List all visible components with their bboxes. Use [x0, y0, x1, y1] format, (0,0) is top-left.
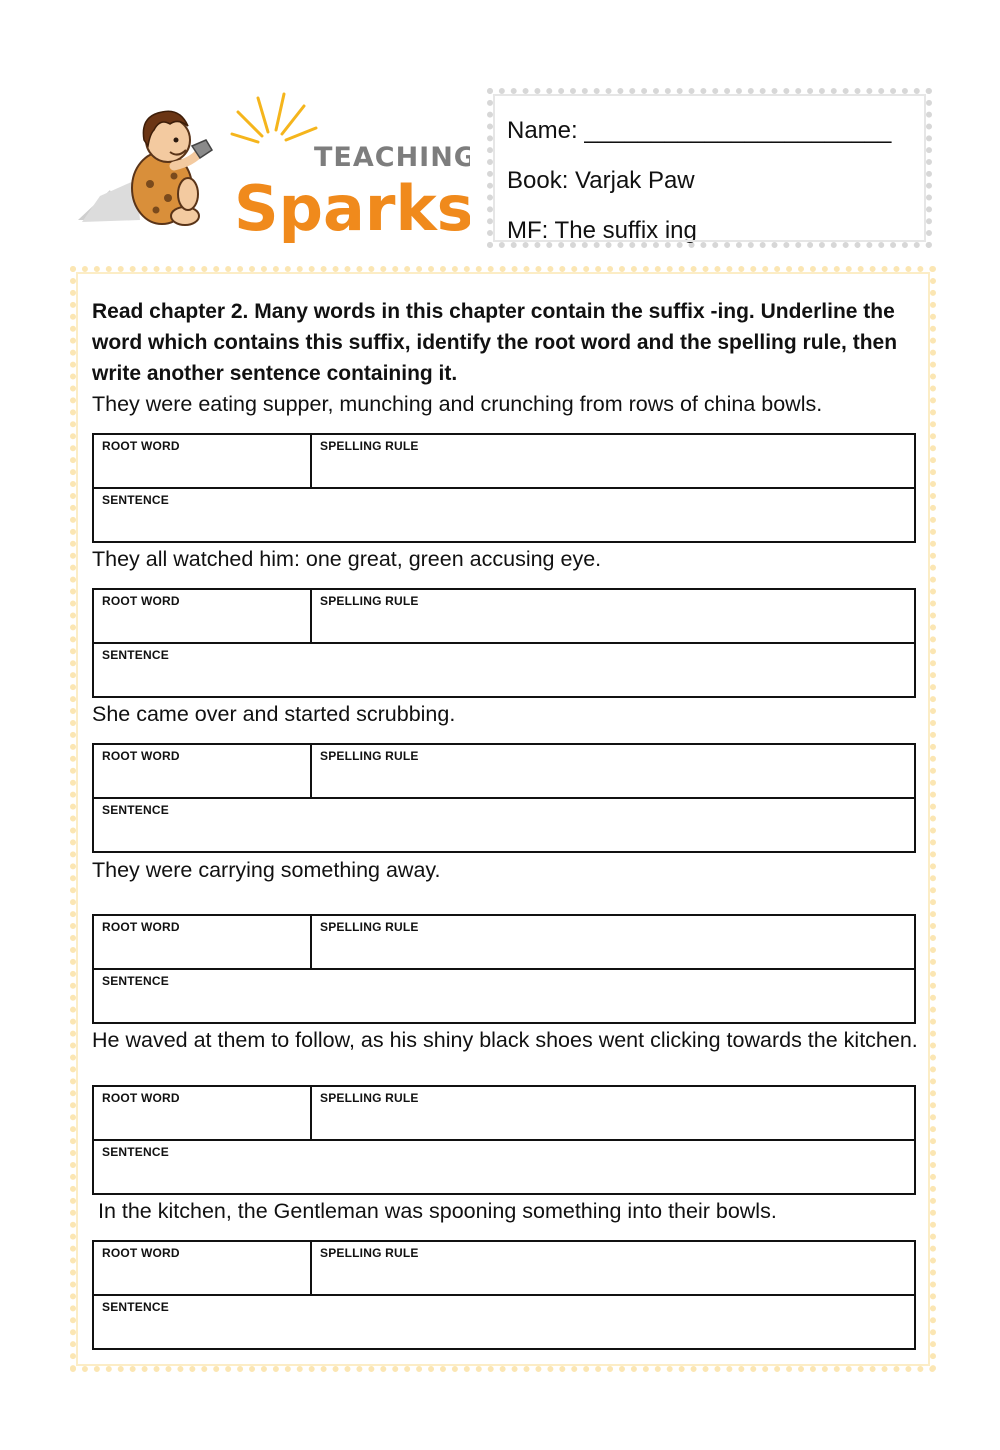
name-line — [507, 106, 926, 156]
sentence-label: SENTENCE — [102, 648, 169, 662]
root-word-label: ROOT WORD — [102, 920, 180, 934]
root-word-cell[interactable] — [92, 433, 312, 489]
sentence-cell[interactable] — [92, 1294, 916, 1350]
spelling-rule-label: SPELLING RULE — [320, 439, 419, 453]
spelling-rule-cell[interactable] — [310, 743, 916, 799]
book-line: Book: Varjak Paw — [507, 167, 695, 194]
answer-table — [92, 914, 916, 1024]
item-sentence: They were eating supper, munching and crunching from rows of china bowls. — [92, 392, 823, 416]
spelling-rule-label: SPELLING RULE — [320, 594, 419, 608]
root-word-label: ROOT WORD — [102, 1091, 180, 1105]
student-info-box — [487, 88, 932, 248]
sentence-label: SENTENCE — [102, 974, 169, 988]
item-sentence: In the kitchen, the Gentleman was spooning something into their bowls. — [92, 1199, 777, 1223]
teaching-sparks-logo — [70, 88, 470, 248]
name-label: Name: — [507, 117, 578, 144]
spelling-rule-cell[interactable] — [310, 914, 916, 970]
sentence-label: SENTENCE — [102, 493, 169, 507]
logo-graphic — [70, 88, 470, 248]
answer-table — [92, 588, 916, 698]
logo-teaching-text: TEACHING — [314, 142, 470, 173]
root-word-cell[interactable] — [92, 588, 312, 644]
spelling-rule-label: SPELLING RULE — [320, 1091, 419, 1105]
root-word-cell[interactable] — [92, 1240, 312, 1296]
sentence-cell[interactable] — [92, 797, 916, 853]
item-sentence: She came over and started scrubbing. — [92, 702, 456, 726]
answer-table — [92, 743, 916, 853]
root-word-cell[interactable] — [92, 914, 312, 970]
logo-sparks-text: Sparks — [234, 172, 470, 245]
answer-table — [92, 1240, 916, 1350]
mf-line: MF: The suffix ing — [507, 217, 697, 244]
sentence-cell[interactable] — [92, 968, 916, 1024]
spelling-rule-cell[interactable] — [310, 1240, 916, 1296]
sentence-label: SENTENCE — [102, 803, 169, 817]
name-blank[interactable]: _______________________ — [584, 117, 892, 144]
root-word-label: ROOT WORD — [102, 439, 180, 453]
spelling-rule-label: SPELLING RULE — [320, 1246, 419, 1260]
root-word-cell[interactable] — [92, 743, 312, 799]
answer-table — [92, 1085, 916, 1195]
root-word-label: ROOT WORD — [102, 749, 180, 763]
root-word-label: ROOT WORD — [102, 594, 180, 608]
spelling-rule-cell[interactable] — [310, 588, 916, 644]
root-word-cell[interactable] — [92, 1085, 312, 1141]
sentence-cell[interactable] — [92, 642, 916, 698]
item-sentence: They all watched him: one great, green accusing eye. — [92, 547, 602, 571]
sentence-cell[interactable] — [92, 487, 916, 543]
sentence-cell[interactable] — [92, 1139, 916, 1195]
item-sentence: They were carrying something away. — [92, 858, 441, 882]
instructions-text: Read chapter 2. Many words in this chapter contain the suffix -ing. Underline the word which contains this suffix, identify the root word and the spelling rule, then write another sentence containing it. — [92, 300, 898, 385]
spelling-rule-cell[interactable] — [310, 433, 916, 489]
spelling-rule-label: SPELLING RULE — [320, 920, 419, 934]
sentence-label: SENTENCE — [102, 1300, 169, 1314]
spelling-rule-cell[interactable] — [310, 1085, 916, 1141]
spelling-rule-label: SPELLING RULE — [320, 749, 419, 763]
item-sentence: He waved at them to follow, as his shiny black shoes went clicking towards the kitchen. — [92, 1028, 918, 1052]
sentence-label: SENTENCE — [102, 1145, 169, 1159]
answer-table — [92, 433, 916, 543]
root-word-label: ROOT WORD — [102, 1246, 180, 1260]
